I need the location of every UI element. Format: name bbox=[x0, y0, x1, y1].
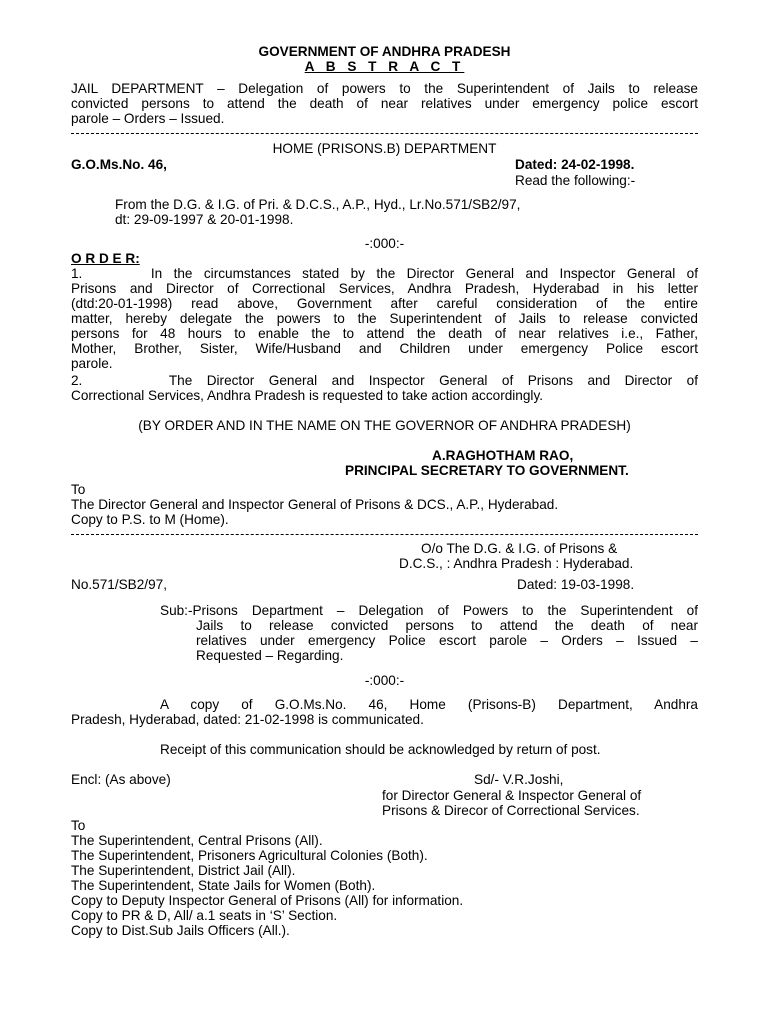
order-para-1-line: Prisons and Director of Correctional Services, Andhra Pradesh, Hyderabad in his letter bbox=[71, 281, 698, 296]
order-para-1-line: matter, hereby delegate the powers to the Superintendent of Jails to release convicted bbox=[71, 311, 698, 326]
letter-date: Dated: 19-03-1998. bbox=[517, 577, 635, 592]
abstract-heading: A B S T R A C T bbox=[304, 59, 465, 74]
to-line: Copy to P.S. to M (Home). bbox=[71, 512, 229, 527]
to-line: The Director General and Inspector General of Prisons & DCS., A.P., Hyderabad. bbox=[71, 497, 559, 512]
order-para-2-line: Correctional Services, Andhra Pradesh is requested to take action accordingly. bbox=[71, 388, 544, 403]
order-para-1-line: (dtd:20-01-1998) read above, Government after careful consideration of the entire bbox=[71, 296, 698, 311]
recipient-line: The Superintendent, State Jails for Women (Both). bbox=[71, 878, 376, 893]
reference-line: From the D.G. & I.G. of Pri. & D.C.S., A.P., Hyd., Lr.No.571/SB2/97, bbox=[115, 197, 521, 212]
department-heading: HOME (PRISONS.B) DEPARTMENT bbox=[272, 141, 497, 156]
receipt-line: Receipt of this communication should be acknowledged by return of post. bbox=[160, 742, 601, 757]
for-line: for Director General & Inspector General of bbox=[382, 788, 642, 803]
order-para-1-line: persons for 48 hours to enable the to attend the death of near relatives i.e., Father, bbox=[71, 326, 698, 341]
office-line: O/o The D.G. & I.G. of Prisons & bbox=[421, 541, 618, 556]
govt-heading: GOVERNMENT OF ANDHRA PRADESH bbox=[258, 44, 511, 59]
to-line: To bbox=[71, 482, 86, 497]
signatory-name: A.RAGHOTHAM RAO, bbox=[432, 448, 574, 463]
read-following: Read the following:- bbox=[515, 173, 636, 188]
reference-line: dt: 29-09-1997 & 20-01-1998. bbox=[115, 212, 294, 227]
by-order-line: (BY ORDER AND IN THE NAME ON THE GOVERNOR OF ANDHRA PRADESH) bbox=[138, 418, 631, 433]
order-para-1-line: parole. bbox=[71, 356, 113, 371]
go-number: G.O.Ms.No. 46, bbox=[71, 157, 167, 172]
sub-line: relatives under emergency Police escort parole – Orders – Issued – bbox=[196, 633, 698, 648]
recipient-line: Copy to Deputy Inspector General of Prisons (All) for information. bbox=[71, 893, 464, 908]
recipient-line: The Superintendent, Central Prisons (All). bbox=[71, 833, 323, 848]
separator: -:000:- bbox=[364, 673, 405, 688]
copy-para-line: A copy of G.O.Ms.No. 46, Home (Prisons-B) Department, Andhra bbox=[160, 697, 698, 712]
copy-para-line: Pradesh, Hyderabad, dated: 21-02-1998 is communicated. bbox=[71, 712, 424, 727]
subject-line: convicted persons to attend the death of near relatives under emergency police escort bbox=[71, 96, 698, 111]
recipient-line: The Superintendent, District Jail (All). bbox=[71, 863, 296, 878]
order-heading: O R D E R: bbox=[71, 251, 140, 266]
recipient-line: Copy to Dist.Sub Jails Officers (All.). bbox=[71, 923, 290, 938]
separator: -:000:- bbox=[364, 236, 405, 251]
sub-line: Sub:-Prisons Department – Delegation of Powers to the Superintendent of bbox=[160, 603, 698, 618]
go-date: Dated: 24-02-1998. bbox=[515, 157, 635, 172]
recipient-line: Copy to PR & D, All/ a.1 seats in ‘S’ Section. bbox=[71, 908, 338, 923]
sub-line: Jails to release convicted persons to attend the death of near bbox=[196, 618, 698, 633]
office-line: D.C.S., : Andhra Pradesh : Hyderabad. bbox=[399, 556, 634, 571]
divider bbox=[71, 133, 698, 134]
order-para-1-line: Mother, Brother, Sister, Wife/Husband and Children under emergency Police escort bbox=[71, 341, 698, 356]
letter-number: No.571/SB2/97, bbox=[71, 577, 167, 592]
signatory-title: PRINCIPAL SECRETARY TO GOVERNMENT. bbox=[345, 463, 629, 478]
document-page bbox=[71, 0, 698, 1024]
for-line: Prisons & Direcor of Correctional Services. bbox=[382, 803, 640, 818]
recipient-line: The Superintendent, Prisoners Agricultural Colonies (Both). bbox=[71, 848, 428, 863]
subject-line: parole – Orders – Issued. bbox=[71, 111, 225, 126]
signed-by: Sd/- V.R.Joshi, bbox=[474, 772, 564, 787]
recipient-line: To bbox=[71, 818, 86, 833]
sub-line: Requested – Regarding. bbox=[196, 648, 344, 663]
order-para-1-line: 1. In the circumstances stated by the Director General and Inspector General of bbox=[71, 266, 698, 281]
enclosure: Encl: (As above) bbox=[71, 772, 171, 787]
order-para-2-line: 2. The Director General and Inspector General of Prisons and Director of bbox=[71, 373, 698, 388]
divider bbox=[71, 534, 698, 535]
subject-line: JAIL DEPARTMENT – Delegation of powers to the Superintendent of Jails to release bbox=[71, 81, 698, 96]
